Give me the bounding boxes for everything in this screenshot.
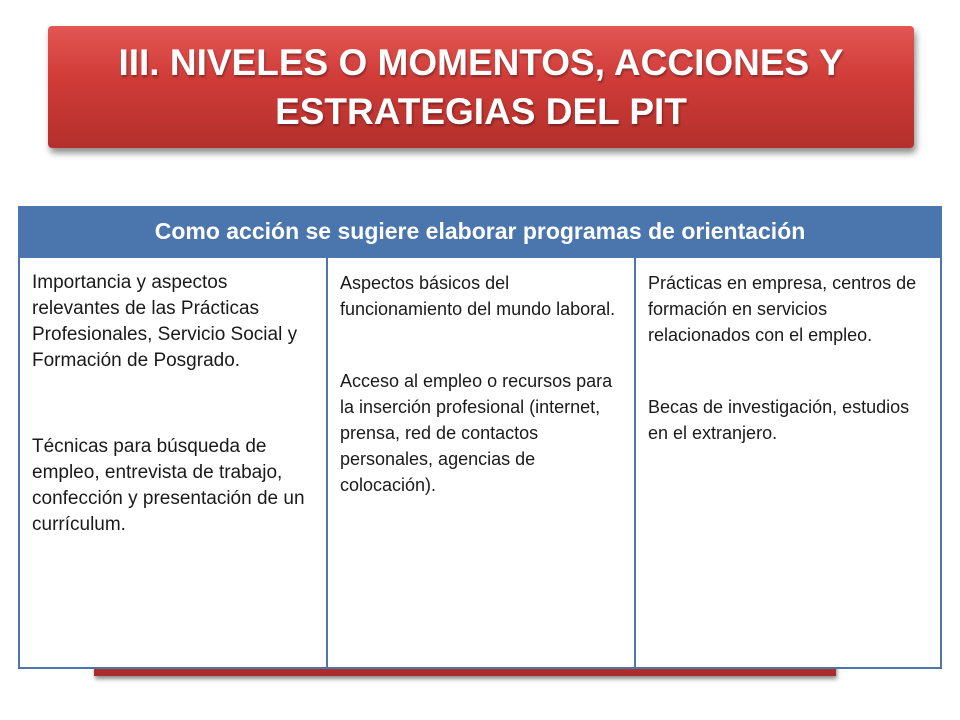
column-1-item-2: Técnicas para búsqueda de empleo, entrevista de trabajo, confección y presentación de un currículum. [32,436,305,535]
column-2 [326,256,636,669]
table-header-text: Como acción se sugiere elaborar programas de orientación [154,217,806,244]
title-banner [48,26,914,148]
column-3-item-2: Becas de investigación, estudios en el extranjero. [648,397,910,443]
column-3-item-1: Prácticas en empresa, centros de formación en servicios relacionados con el empleo. [648,273,917,345]
table-header [18,206,942,256]
column-2-item-2: Acceso al empleo o recursos para la inserción profesional (internet, prensa, red de contactos personales, agencias de colocación). [340,371,613,495]
column-2-item-1: Aspectos básicos del funcionamiento del mundo laboral. [340,273,616,319]
column-1-item-1: Importancia y aspectos relevantes de las Prácticas Profesionales, Servicio Social y Formación de Posgrado. [32,272,298,371]
column-3 [634,256,942,669]
column-1 [18,256,328,669]
slide-title: III. NIVELES O MOMENTOS, ACCIONES Y ESTRATEGIAS DEL PIT [118,42,844,132]
